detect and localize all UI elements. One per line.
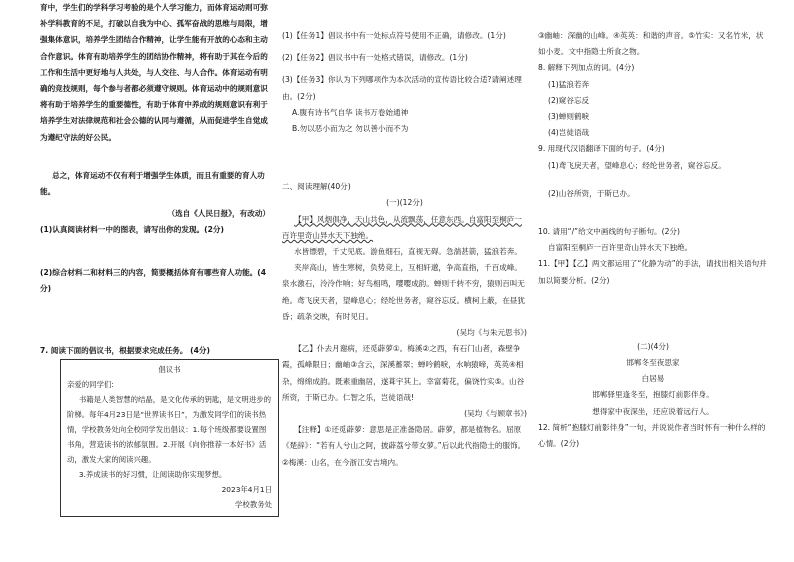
question-8: 8. 解释下列加点的词。(4分) (538, 63, 635, 73)
annotation: 【注释】①还觅薜萝：意思是正准备隐居。薜萝，都是植物名。屈原《楚辞》：“若有人兮山之阿，披薜荔兮带女萝。”后以此代指隐士的服饰。②梅溪：山名，在今浙江安吉境内。 (282, 425, 526, 467)
word-2: (2)窥谷忘反 (548, 95, 590, 105)
passage-yi-source: (吴均《与顾章书》) (464, 409, 527, 419)
column-left (40, 0, 270, 517)
question-1: (1)认真阅读材料一中的图表，请写出你的发现。(2分) (40, 225, 224, 235)
task-3: (3)【任务3】你认为下列哪项作为本次活动的宣传语比较合适?请阐述理由。(2分) (282, 75, 522, 101)
question-10: 10. 请用“/”给文中画线的句子断句。(2分) (538, 227, 680, 237)
passage-jia-1: 【甲】风烟俱净，天山共色，从流飘荡，任意东西。自富阳至桐庐一百许里奇山异水天下独绝。 (282, 214, 522, 240)
column-right (538, 0, 768, 452)
word-1: (1)猛浪若奔 (548, 79, 590, 89)
task-2: (2)【任务2】倡议书中有一处格式错误，请修改。(1分) (282, 53, 468, 63)
annotation-continued: ③幽岫：深幽的山峰。④英英：和谐的声音。⑤竹实：又名竹米，状如小麦。文中指隐士所食之物。 (538, 31, 764, 57)
question-10-sentence: 自富阳至桐庐一百许里奇山异水天下独绝。 (548, 243, 693, 253)
task-1: (1)【任务1】倡议书中有一处标点符号使用不正确，请修改。(1分) (282, 31, 506, 40)
passage-jia-2: 水皆缥碧，千丈见底。游鱼细石，直视无碍。急湍甚箭，猛浪若奔。 (294, 247, 522, 257)
sentence-1: (1)鸢飞戾天者，望峰息心；经纶世务者，窥谷忘反。 (548, 160, 726, 170)
word-3: (3)蝉则鹤唳 (548, 112, 590, 122)
passage-jia-3: 夹岸高山，皆生寒树，负势竞上，互相轩邈，争高直指，千百成峰。泉水激石，泠泠作响；好鸟相鸣，嘤嘤成韵。蝉则千转不穷，猿则百叫无绝。鸢飞戾天者，望峰息心；经纶世务者，窥谷忘反。横柯上蔽，在昼犹昏；疏条交映，有时见日。 (282, 263, 525, 321)
section-reading: 二、阅读理解(40分) (282, 182, 351, 192)
poem-line-1: 邯郸驿里逢冬至，抱膝灯前影伴身。 (592, 390, 714, 400)
poem-title: 邯郸冬至夜思家 (626, 358, 680, 368)
letter-salutation: 亲爱的同学们: (67, 380, 114, 390)
subsection-one: (一)(12分) (386, 198, 423, 208)
proposal-letter (60, 359, 279, 517)
question-12: 12. 简析“抱膝灯前影伴身”一句，并说说作者当时怀有一种什么样的心情。(2分) (538, 422, 766, 449)
poem-author: 白居易 (641, 374, 665, 384)
material-three-text: 育中，学生们的学科学习考验的是个人学习能力，而体育运动则可弥补学科教育的不足，打破以自我为中心、孤军奋战的思维与局限，增强集体意识，培养学生团结合作精神，让学生能有开放的心态和主动合作意识。体育有助培养学生的团结协作精神，将有助于其在今后的工作和生活中更好地与人共处，与人交往、与人合作。体育运动有明确的竞技规则，每个参与者都必须遵守规则。体育运动中的规则意识将有助于培养学生的重要德性，有助于体育中养成的规则意识有利于培养学生对法律规范和社会公德的认同与遵循，从而促进学生自觉成为遵纪守法的好公民。 (40, 3, 268, 142)
letter-date: 2023年4月1日 (221, 485, 272, 495)
letter-signer: 学校教务处 (235, 500, 272, 510)
question-11: 11.【甲】【乙】两文都运用了“化静为动”的手法，请找出相关语句并加以简要分析。(2分) (538, 259, 767, 285)
source-note: （选自《人民日报》，有改动） (167, 209, 270, 219)
letter-body-end: 3.养成读书的好习惯，让阅读助你实现梦想。 (78, 470, 227, 480)
passage-jia-source: (吴均《与朱元思书》) (456, 328, 527, 338)
question-7: 7. 阅读下面的倡议书，根据要求完成任务。 (4分) (40, 346, 210, 356)
subsection-two: (二)(4分) (637, 341, 669, 351)
question-9: 9. 用现代汉语翻译下面的句子。(4分) (538, 144, 665, 154)
column-middle (282, 0, 527, 471)
conclusion-text: 总之，体育运动不仅有利于增强学生体质，而且有重要的育人功能。 (40, 170, 265, 197)
poem-line-2: 想得家中夜深坐，还应说着远行人。 (592, 406, 714, 416)
word-4: (4)岂徒语哉 (548, 128, 590, 138)
sentence-2: (2)山谷所资，于斯已办。 (548, 188, 635, 198)
letter-title: 倡议书 (158, 365, 181, 375)
option-b: B.勿以恶小而为之 勿以善小而不为 (292, 124, 409, 134)
question-2: (2)综合材料二和材料三的内容，简要概括体育有哪些育人功能。(4分) (40, 267, 267, 293)
passage-yi: 【乙】仆去月谢病，还觅薜萝①。梅溪②之西，有石门山者，森壁争霞，孤峰限日；幽岫③含云，深溪蓄翠；蝉吟鹤唳，水响猿啼，英英④相杂，绵绵成韵。既素重幽居，遂葺宇其上。幸富菊花，偏饶竹实⑤。山谷所资，于斯已办。仁智之乐，岂徒语哉! (282, 344, 525, 402)
option-a: A.腹有诗书气自华 读书万卷始通神 (292, 107, 409, 117)
letter-body: 书籍是人类智慧的结晶，是文化传承的钥匙，是文明进步的阶梯。每年4月23日是“世界读书日”，为激发同学们的读书热情，学校教务处向全校同学发出倡议：1.每个班级都要设置图书角，营造读书的浓郁氛围。2.开展《向你推荐一本好书》活动，激发大家的阅读兴趣。 (67, 395, 271, 465)
